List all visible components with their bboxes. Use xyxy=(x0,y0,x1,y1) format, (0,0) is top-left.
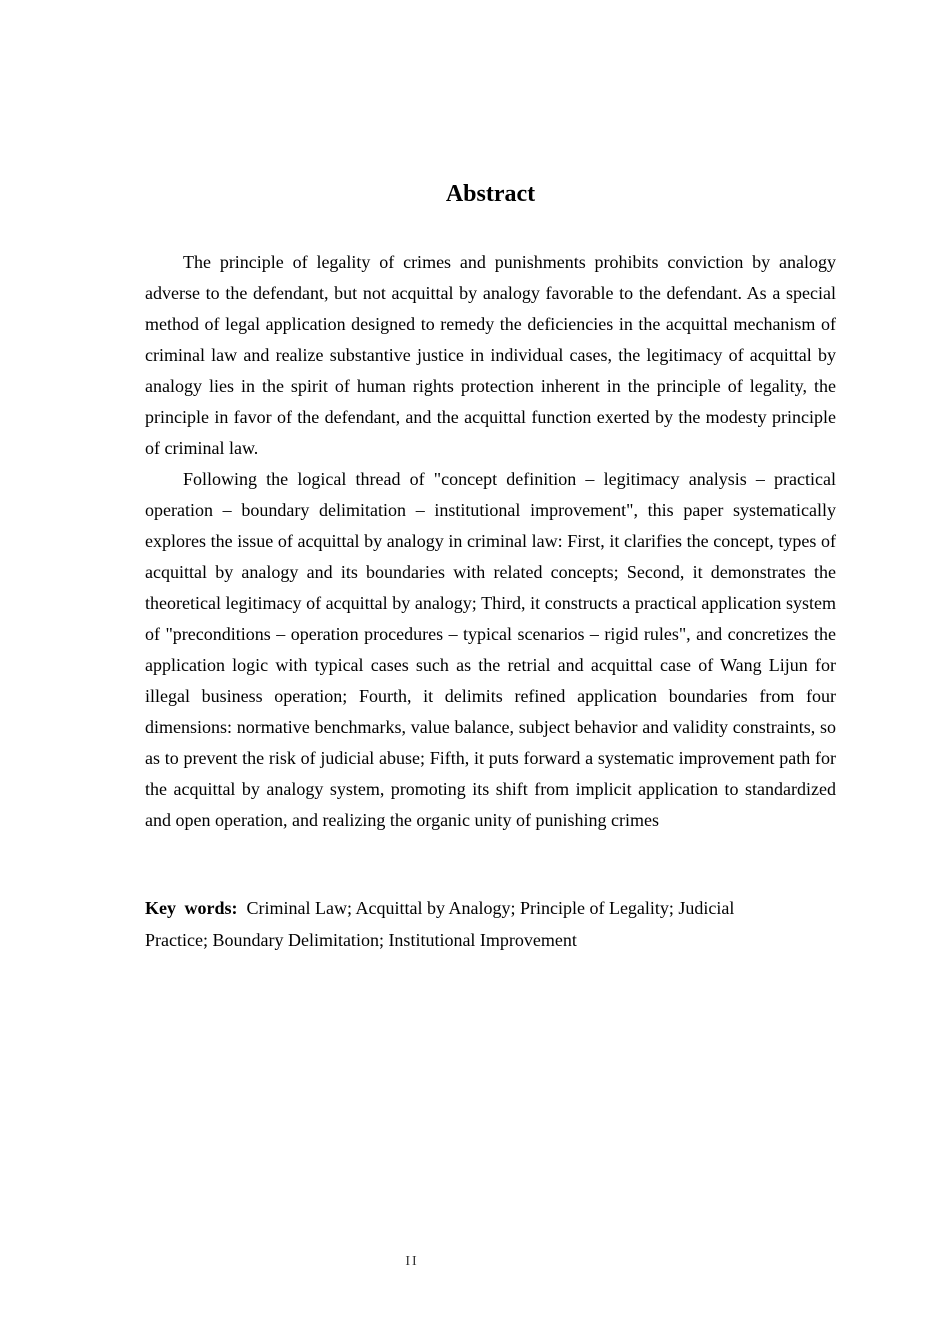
keywords-text: Criminal Law; Acquittal by Analogy; Principle of Legality; Judicial Practice; Boundary Delimitation; Institutional Improvement xyxy=(145,898,735,950)
abstract-title: Abstract xyxy=(445,181,536,207)
abstract-paragraph-2: Following the logical thread of "concept definition – legitimacy analysis – practical operation – boundary delimitation – institutional improvement", this paper systematically explores the issue of acquittal by analogy in criminal law: First, it clarifies the concept, types of acquittal by analogy and its boundaries with related concepts; Second, it demonstrates the theoretical legitimacy of acquittal by analogy; Third, it constructs a practical application system of "preconditions – operation procedures – typical scenarios – rigid rules", and concretizes the application logic with typical cases such as the retrial and acquittal case of Wang Lijun for illegal business operation; Fourth, it delimits refined application boundaries from four dimensions: normative benchmarks, value balance, subject behavior and validity constraints, so as to prevent the risk of judicial abuse; Fifth, it puts forward a systematic improvement path for the acquittal by analogy system, promoting its shift from implicit application to standardized and open operation, and realizing the organic unity of punishing crimes xyxy=(145,469,836,830)
abstract-body xyxy=(145,247,836,836)
page-number: II xyxy=(405,1254,419,1269)
keywords-section xyxy=(145,892,795,956)
abstract-paragraph-1: The principle of legality of crimes and punishments prohibits conviction by analogy adverse to the defendant, but not acquittal by analogy favorable to the defendant. As a special method of legal application designed to remedy the deficiencies in the acquittal mechanism of criminal law and realize substantive justice in individual cases, the legitimacy of acquittal by analogy lies in the spirit of human rights protection inherent in the principle of legality, the principle in favor of the defendant, and the acquittal function exerted by the modesty principle of criminal law. xyxy=(145,252,836,458)
keywords-label: Key words: xyxy=(145,898,238,918)
